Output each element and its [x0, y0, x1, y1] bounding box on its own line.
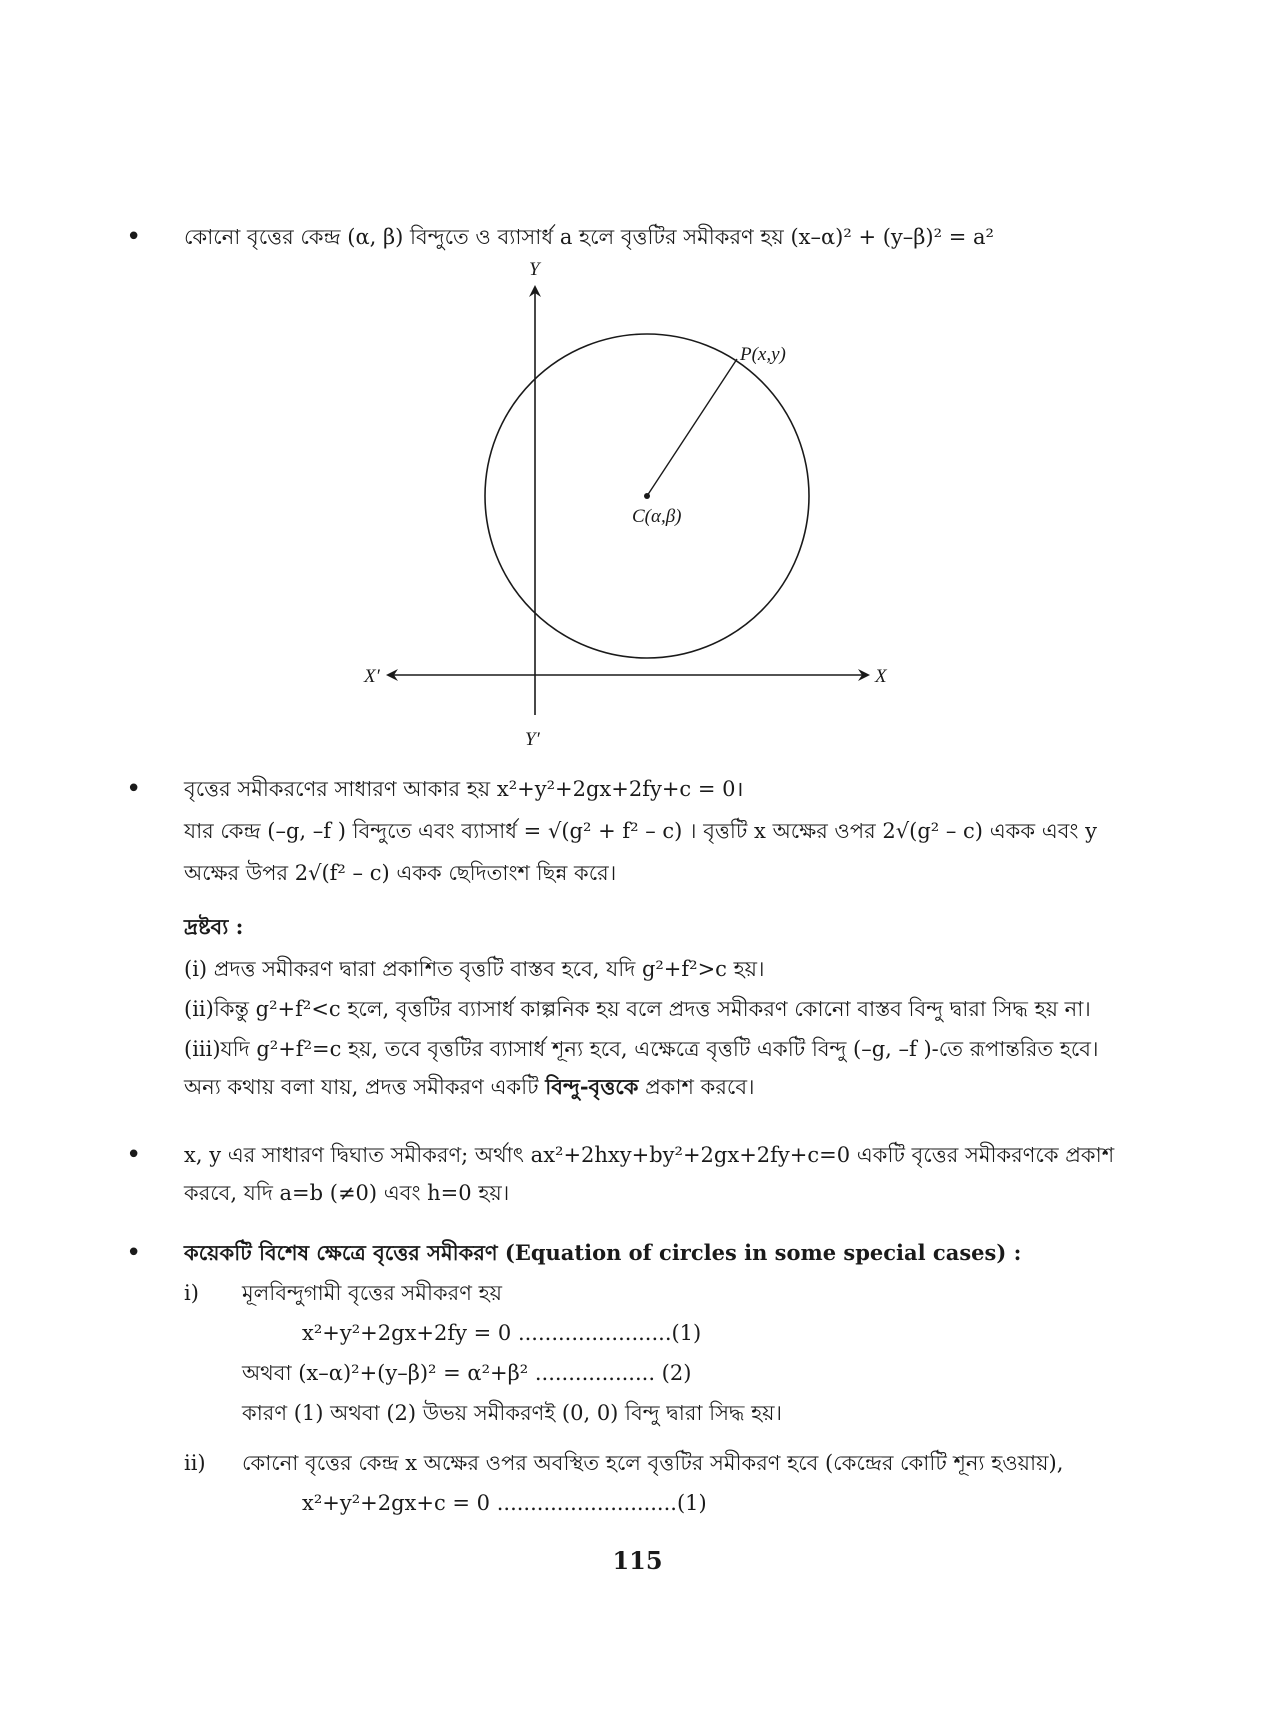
note-item-i: (i) প্রদত্ত সমীকরণ দ্বারা প্রকাশিত বৃত্তটি বাস্তব হবে, যদি g²+f²>c হয়।: [184, 957, 765, 981]
case-i-reason: কারণ (1) অথবা (2) উভয় সমীকরণই (0, 0) বিন্দু দ্বারা সিদ্ধ হয়।: [242, 1401, 783, 1425]
center-label: C(α,β): [632, 506, 682, 527]
y-axis-label: Y: [529, 259, 540, 280]
point-label: P(x,y): [740, 344, 786, 365]
note-item-iii: (iii)যদি g²+f²=c হয়, তবে বৃত্তটির ব্যাসার্ধ শূন্য হবে, এক্ষেত্রে বৃত্তটি একটি বিন্দু (–g, –f )-তে রূপান্তরিত হবে।: [184, 1037, 1099, 1061]
circle-figure: [350, 255, 910, 755]
case-ii-equation-1: x²+y²+2gx+c = 0 ...........................(1): [302, 1491, 707, 1515]
y-intercept-sqrt: 2√(f² – c): [294, 861, 390, 885]
general-line3-b: একক ছেদিতাংশ ছিন্ন করে।: [396, 861, 617, 885]
general-line2-c: একক এবং y: [989, 819, 1097, 843]
x-axis-label: X: [875, 666, 887, 687]
center-dot: [644, 493, 650, 499]
general-line3-a: অক্ষের উপর: [184, 861, 289, 885]
bullet: •: [126, 222, 142, 252]
case-i-text: মূলবিন্দুগামী বৃত্তের সমীকরণ হয়: [242, 1281, 502, 1305]
case-i-equation-2: অথবা (x–α)²+(y–β)² = α²+β² .................. (2): [242, 1361, 692, 1385]
case-i-equation-1: x²+y²+2gx+2fy = 0 .......................(1): [302, 1321, 702, 1345]
case-ii-text: কোনো বৃত্তের কেন্দ্র x অক্ষের ওপর অবস্থিত হলে বৃত্তটির সমীকরণ হবে (কেন্দ্রের কোটি শূন্য হওয়ায়),: [242, 1451, 1064, 1475]
note-heading: দ্রষ্টব্য :: [184, 914, 244, 939]
general-line2-b: । বৃত্তটি x অক্ষের ওপর: [689, 819, 876, 843]
x-prime-label: X′: [364, 666, 380, 687]
note-iv-a: অন্য কথায় বলা যায়, প্রদত্ত সমীকরণ একটি: [184, 1075, 539, 1099]
case-i-label: i): [184, 1281, 199, 1305]
radius-line: [647, 359, 737, 496]
bullet: •: [126, 774, 142, 804]
second-degree-line2: করবে, যদি a=b (≠0) এবং h=0 হয়।: [184, 1181, 510, 1205]
note-iv-b: প্রকাশ করবে।: [645, 1075, 755, 1099]
special-cases-heading: কয়েকটি বিশেষ ক্ষেত্রে বৃত্তের সমীকরণ (Equation of circles in some special cases) :: [184, 1240, 1022, 1265]
note-item-ii: (ii)কিন্তু g²+f²<c হলে, বৃত্তটির ব্যাসার্ধ কাল্পনিক হয় বলে প্রদত্ত সমীকরণ কোনো বাস্তব বিন্দু দ্বারা সিদ্ধ হয় না।: [184, 997, 1091, 1021]
radius-sqrt: √(g² + f² – c): [547, 819, 683, 843]
y-prime-label: Y′: [525, 729, 540, 750]
point-circle-term: বিন্দু-বৃত্তকে: [545, 1074, 639, 1099]
case-ii-label: ii): [184, 1451, 206, 1475]
page-number: 115: [612, 1546, 663, 1575]
bullet: •: [126, 1238, 142, 1268]
general-line2-a: যার কেন্দ্র (–g, –f ) বিন্দুতে এবং ব্যাসার্ধ =: [184, 819, 542, 843]
x-intercept-sqrt: 2√(g² – c): [882, 819, 983, 843]
note-item-iii-cont: [184, 1072, 755, 1102]
second-degree-line1: x, y এর সাধারণ দ্বিঘাত সমীকরণ; অর্থাৎ ax²+2hxy+by²+2gx+2fy+c=0 একটি বৃত্তের সমীকরণকে প্রকাশ: [184, 1143, 1115, 1167]
general-y-intercept: [184, 858, 616, 888]
general-center-radius: [184, 816, 1097, 846]
general-form: বৃত্তের সমীকরণের সাধারণ আকার হয় x²+y²+2gx+2fy+c = 0।: [184, 777, 744, 801]
bullet: •: [126, 1140, 142, 1170]
intro-text: কোনো বৃত্তের কেন্দ্র (α, β) বিন্দুতে ও ব্যাসার্ধ a হলে বৃত্তটির সমীকরণ হয় (x–α)² + (y–β)² = a²: [184, 225, 994, 249]
